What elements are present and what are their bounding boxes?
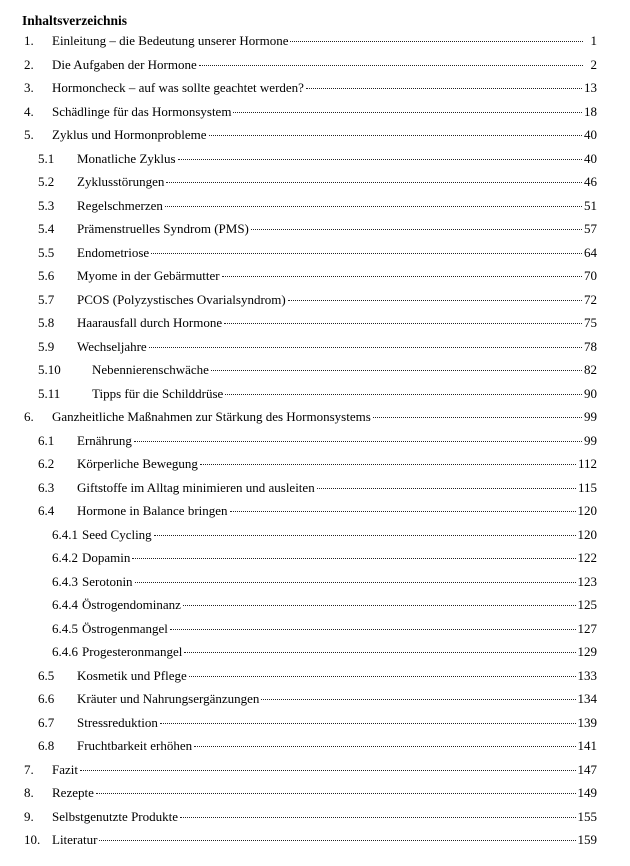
toc-entry-page: 133 — [577, 667, 597, 683]
toc-entry-page: 129 — [577, 644, 597, 659]
toc-entry[interactable] — [38, 338, 597, 356]
toc-entry-number: 4. — [24, 103, 34, 119]
toc-entry-page: 1 — [590, 33, 597, 48]
toc-entry-page: 122 — [577, 550, 597, 565]
toc-dot-leader — [80, 769, 576, 771]
toc-dot-leader — [184, 651, 575, 653]
toc-entry-number: 9. — [24, 808, 34, 824]
toc-entry-page: 159 — [577, 832, 597, 847]
toc-entry-number: 5.11 — [38, 385, 61, 401]
toc-entry-title: Ernährung — [77, 432, 132, 448]
toc-dot-leader — [135, 581, 576, 583]
toc-entry-title: Endometriose — [77, 244, 150, 260]
toc-entry-page: 46 — [584, 174, 597, 189]
toc-entry-number: 6.4 — [38, 503, 55, 518]
toc-entry-number: 5.7 — [38, 291, 55, 307]
toc-entry[interactable] — [52, 596, 597, 614]
toc-entry[interactable] — [38, 737, 597, 755]
toc-entry[interactable] — [38, 267, 597, 285]
toc-entry-page: 123 — [577, 573, 597, 589]
toc-entry[interactable] — [38, 291, 597, 309]
toc-entry[interactable] — [38, 479, 597, 497]
toc-dot-leader — [306, 87, 582, 89]
toc-entry[interactable] — [24, 56, 597, 74]
toc-dot-leader — [166, 181, 582, 183]
toc-entry[interactable] — [38, 714, 597, 732]
toc-entry[interactable] — [38, 455, 597, 473]
toc-dot-leader — [134, 440, 582, 442]
toc-dot-leader — [183, 604, 576, 606]
toc-entry-title: Ganzheitliche Maßnahmen zur Stärkung des Hormonsystems — [52, 409, 371, 424]
toc-dot-leader — [170, 628, 576, 630]
toc-entry-number: 5.2 — [38, 174, 55, 189]
toc-entry-number: 6.2 — [38, 456, 55, 471]
toc-entry[interactable] — [38, 690, 597, 708]
toc-entry-page: 115 — [577, 479, 597, 495]
toc-dot-leader — [222, 275, 582, 277]
toc-entry-page: 78 — [584, 338, 597, 354]
toc-title: Inhaltsverzeichnis — [22, 13, 128, 28]
toc-entry-number: 6.4.5 — [52, 620, 78, 636]
toc-entry-title: Fruchtbarkeit erhöhen — [77, 738, 193, 753]
toc-entry[interactable] — [24, 761, 597, 779]
toc-dot-leader — [209, 134, 582, 136]
toc-entry-title: Monatliche Zyklus — [77, 150, 176, 166]
toc-entry[interactable] — [38, 197, 597, 215]
toc-entry-number: 5. — [24, 127, 34, 142]
toc-entry-page: 155 — [577, 808, 597, 824]
toc-entry-title: Schädlinge für das Hormonsystem — [52, 103, 232, 119]
toc-dot-leader — [251, 228, 582, 230]
toc-entry[interactable] — [52, 643, 597, 661]
toc-dot-leader — [233, 111, 582, 113]
toc-dot-leader — [230, 510, 576, 512]
toc-dot-leader — [194, 745, 575, 747]
toc-entry-title: Nebennierenschwäche — [92, 362, 209, 377]
toc-entry-page: 64 — [584, 244, 597, 260]
toc-entry-number: 7. — [24, 761, 34, 777]
toc-dot-leader — [178, 158, 582, 160]
toc-entry-title: Giftstoffe im Alltag minimieren und ausleiten — [77, 479, 315, 495]
toc-dot-leader — [154, 534, 576, 536]
toc-entry-number: 6.4.6 — [52, 644, 78, 659]
toc-entry-page: 2 — [590, 56, 597, 72]
toc-entry-title: Progesteronmangel — [82, 644, 183, 659]
toc-entry-page: 57 — [584, 221, 597, 236]
toc-dot-leader — [99, 839, 575, 841]
toc-dot-leader — [199, 64, 583, 66]
toc-entry-number: 5.3 — [38, 197, 55, 213]
toc-entry[interactable] — [38, 361, 597, 379]
toc-entry[interactable] — [52, 526, 597, 544]
toc-dot-leader — [211, 369, 582, 371]
toc-dot-leader — [317, 487, 576, 489]
toc-entry-page: 139 — [577, 714, 597, 730]
toc-entry[interactable] — [24, 831, 597, 849]
toc-entry-title: Haarausfall durch Hormone — [77, 315, 223, 330]
toc-entry-number: 6.4.3 — [52, 573, 78, 589]
toc-entry[interactable] — [24, 408, 597, 426]
toc-entry-page: 141 — [577, 738, 597, 753]
toc-entry-number: 6.4.4 — [52, 597, 78, 612]
toc-entry[interactable] — [24, 808, 597, 826]
toc-entry-title: Stressreduktion — [77, 714, 158, 730]
toc-entry-title: Regelschmerzen — [77, 197, 163, 213]
toc-entry-title: Seed Cycling — [82, 526, 152, 542]
toc-entry-title: Rezepte — [52, 785, 94, 800]
toc-entry[interactable] — [38, 150, 597, 168]
toc-entry-page: 72 — [584, 291, 597, 307]
toc-entry-page: 75 — [584, 315, 597, 330]
toc-entry[interactable] — [24, 126, 597, 144]
toc-dot-leader — [261, 698, 575, 700]
toc-entry-page: 149 — [577, 785, 597, 800]
toc-entry[interactable] — [24, 103, 597, 121]
toc-entry-title: Wechseljahre — [77, 338, 147, 354]
toc-entry[interactable] — [52, 549, 597, 567]
toc-entry-page: 51 — [584, 197, 597, 213]
toc-entry-title: Östrogenmangel — [82, 620, 168, 636]
toc-entry-number: 6.8 — [38, 738, 55, 753]
toc-entry[interactable] — [38, 385, 597, 403]
toc-entry-title: Myome in der Gebärmutter — [77, 268, 220, 283]
toc-entry-number: 6.6 — [38, 691, 55, 706]
toc-entry-page: 127 — [577, 620, 597, 636]
toc-entry-title: Hormoncheck – auf was sollte geachtet werden? — [52, 80, 304, 95]
toc-dot-leader — [290, 40, 583, 42]
toc-entry-title: Prämenstruelles Syndrom (PMS) — [77, 221, 249, 236]
toc-entry-page: 99 — [584, 432, 597, 448]
toc-entry[interactable] — [24, 32, 597, 50]
toc-entry-title: Zyklus und Hormonprobleme — [52, 127, 207, 142]
toc-dot-leader — [149, 346, 582, 348]
toc-entry-page: 18 — [584, 103, 597, 119]
toc-entry-page: 147 — [577, 761, 597, 777]
toc-entry-title: Kosmetik und Pflege — [77, 667, 187, 683]
toc-entry-title: Selbstgenutzte Produkte — [52, 808, 179, 824]
toc-entry-page: 70 — [584, 268, 597, 283]
toc-entry-page: 112 — [577, 456, 597, 471]
toc-entry[interactable] — [38, 173, 597, 191]
toc-dot-leader — [165, 205, 582, 207]
toc-entry[interactable] — [38, 244, 597, 262]
toc-entry-number: 5.10 — [38, 362, 61, 377]
toc-dot-leader — [151, 252, 582, 254]
toc-dot-leader — [373, 416, 582, 418]
toc-entry-number: 6. — [24, 409, 34, 424]
toc-entry-number: 5.1 — [38, 150, 55, 166]
toc-entry-page: 134 — [577, 691, 597, 706]
toc-entry[interactable] — [38, 432, 597, 450]
toc-entry-page: 40 — [584, 127, 597, 142]
toc-entry-page: 13 — [584, 80, 597, 95]
toc-dot-leader — [200, 463, 576, 465]
toc-entry-title: Serotonin — [82, 573, 133, 589]
toc-entry-page: 99 — [584, 409, 597, 424]
toc-entry-number: 1. — [24, 33, 34, 48]
toc-entry-title: Zyklusstörungen — [77, 174, 165, 189]
toc-entry-page: 40 — [584, 150, 597, 166]
toc-entry-number: 2. — [24, 56, 34, 72]
toc-dot-leader — [224, 322, 582, 324]
toc-entry-title: Einleitung – die Bedeutung unserer Hormone — [52, 33, 289, 48]
toc-entry-number: 8. — [24, 785, 34, 800]
toc-dot-leader — [132, 557, 575, 559]
toc-entry-title: Östrogendominanz — [82, 597, 181, 612]
toc-entry[interactable] — [24, 79, 597, 97]
toc-entry[interactable] — [38, 220, 597, 238]
toc-entry[interactable] — [24, 784, 597, 802]
toc-entry-number: 10. — [24, 832, 41, 847]
toc-entry-number: 6.5 — [38, 667, 55, 683]
toc-entry-title: Fazit — [52, 761, 78, 777]
toc-entry[interactable] — [52, 573, 597, 591]
toc-entry-number: 6.4.2 — [52, 550, 78, 565]
toc-entry-number: 6.7 — [38, 714, 55, 730]
toc-dot-leader — [189, 675, 576, 677]
toc-entry-page: 82 — [584, 362, 597, 377]
toc-entry-title: Körperliche Bewegung — [77, 456, 198, 471]
toc-entry-number: 6.3 — [38, 479, 55, 495]
toc-entry-page: 125 — [577, 597, 597, 612]
toc-entry[interactable] — [38, 314, 597, 332]
toc-entry-page: 120 — [577, 526, 597, 542]
toc-entry-number: 5.8 — [38, 315, 55, 330]
toc-entry-page: 120 — [577, 503, 597, 518]
toc-dot-leader — [96, 792, 576, 794]
toc-entry-title: Tipps für die Schilddrüse — [92, 385, 224, 401]
toc-dot-leader — [288, 299, 582, 301]
toc-dot-leader — [225, 393, 582, 395]
toc-dot-leader — [160, 722, 576, 724]
toc-entry[interactable] — [38, 502, 597, 520]
toc-entry-number: 5.6 — [38, 268, 55, 283]
toc-entry-number: 6.1 — [38, 432, 55, 448]
toc-entry-number: 5.9 — [38, 338, 55, 354]
toc-dot-leader — [180, 816, 575, 818]
toc-entry-title: Kräuter und Nahrungsergänzungen — [77, 691, 260, 706]
toc-entry-title: Dopamin — [82, 550, 131, 565]
toc-entry-number: 3. — [24, 80, 34, 95]
toc-entry-number: 5.5 — [38, 244, 55, 260]
toc-entry-title: Literatur — [52, 832, 98, 847]
toc-entry-title: Hormone in Balance bringen — [77, 503, 228, 518]
toc-entry[interactable] — [52, 620, 597, 638]
toc-entry-number: 6.4.1 — [52, 526, 78, 542]
toc-entry-title: Die Aufgaben der Hormone — [52, 56, 197, 72]
toc-entry-page: 90 — [584, 385, 597, 401]
toc-entry-number: 5.4 — [38, 221, 55, 236]
toc-entry[interactable] — [38, 667, 597, 685]
toc-entry-title: PCOS (Polyzystisches Ovarialsyndrom) — [77, 291, 286, 307]
